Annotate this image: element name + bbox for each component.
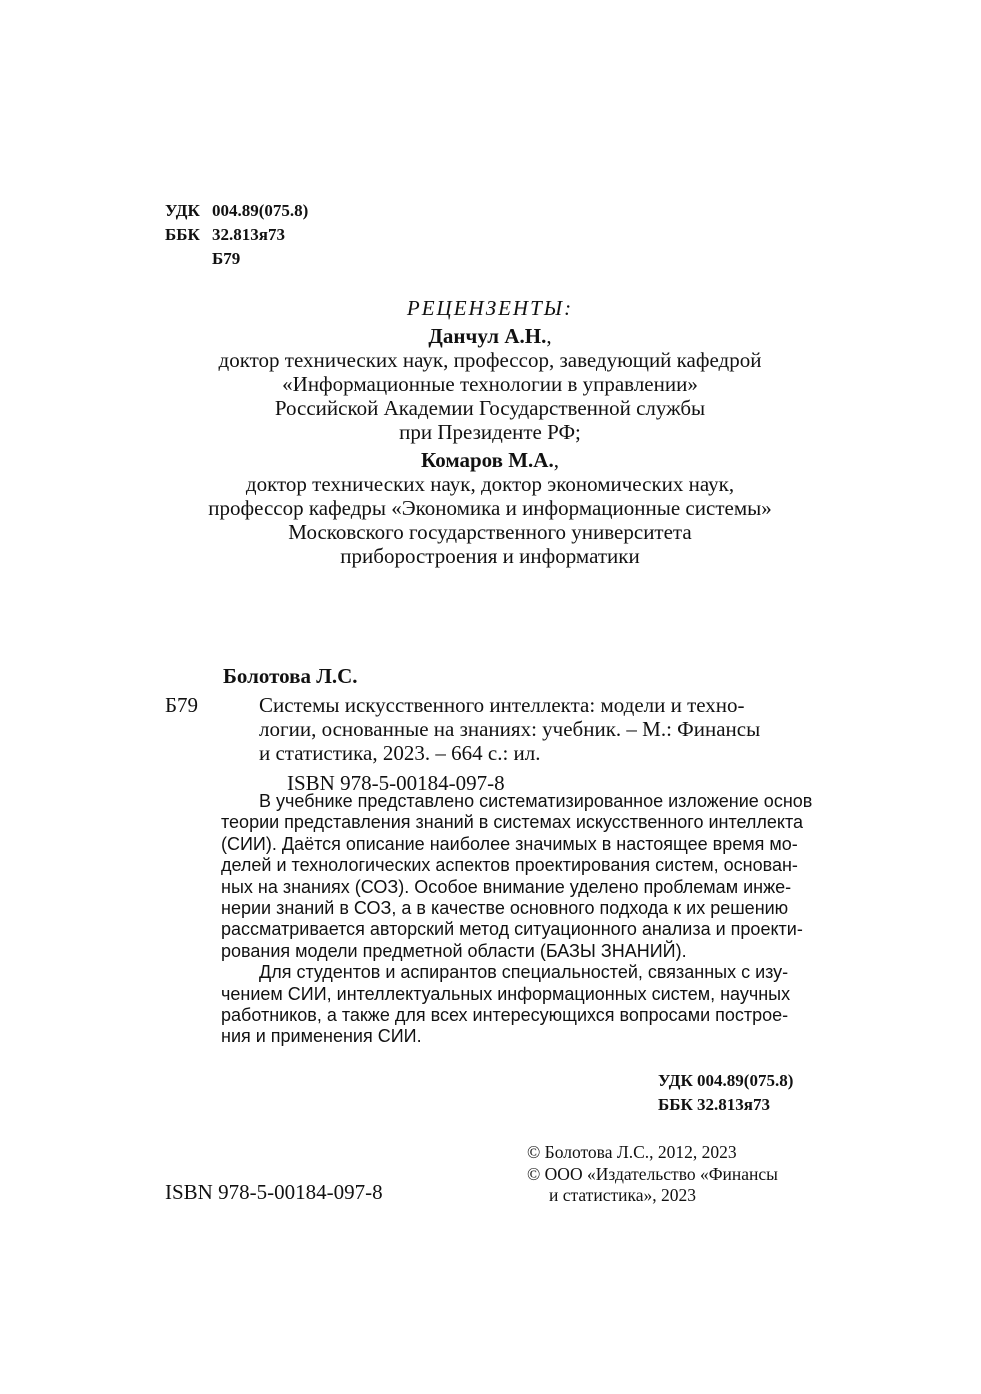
- annotation: [221, 791, 815, 1048]
- reviewer-1-line: при Президенте РФ;: [399, 420, 581, 444]
- copyright-line: и статистика», 2023: [549, 1185, 696, 1205]
- copyright-line: © Болотова Л.С., 2012, 2023: [527, 1142, 737, 1162]
- annotation-line: В учебнике представлено систематизированное изложение основ: [259, 791, 813, 811]
- reviewer-1-line: доктор технических наук, профессор, заведующий кафедрой: [218, 348, 762, 372]
- annotation-line: (СИИ). Даётся описание наиболее значимых в настоящее время мо-: [221, 833, 798, 854]
- annotation-line: работников, а также для всех интересующихся вопросами построе-: [221, 1005, 789, 1026]
- bottom-udk: УДК 004.89(075.8): [658, 1071, 794, 1090]
- annotation-line: ных на знаниях (СОЗ). Особое внимание уделено проблемам инже-: [221, 876, 792, 897]
- bbk-value: 32.813я73: [212, 225, 285, 244]
- reviewer-2-name: Комаров М.А.: [421, 448, 554, 472]
- copyright-block: [527, 1142, 778, 1207]
- reviewer-2-line: приборостроения и информатики: [340, 544, 640, 568]
- bottom-classification-codes: [658, 1069, 793, 1117]
- book-entry-line: логии, основанные на знаниях: учебник. – М.: Финансы: [259, 717, 761, 741]
- reviewers-section: [150, 296, 830, 568]
- book-entry-continued: [165, 717, 815, 765]
- reviewer-1-line: Российской Академии Государственной службы: [274, 396, 706, 420]
- annotation-line: рования модели предметной области (БАЗЫ ЗНАНИЙ).: [221, 940, 687, 961]
- reviewers-heading: РЕЦЕНЗЕНТЫ:: [406, 296, 574, 320]
- reviewer-2-line: доктор технических наук, доктор экономических наук,: [245, 472, 735, 496]
- top-classification-codes: [165, 199, 308, 271]
- udk-row: [165, 199, 308, 223]
- annotation-line: нерии знаний в СОЗ, а в качестве основного подхода к их решению: [221, 898, 789, 919]
- book-isbn: ISBN 978-5-00184-097-8: [287, 771, 505, 795]
- book-entry-line: и статистика, 2023. – 664 с.: ил.: [259, 741, 541, 765]
- bbk-row: [165, 223, 308, 247]
- bbk-label: ББК: [165, 225, 200, 244]
- annotation-line: рассматривается авторский метод ситуационного анализа и проекти-: [221, 919, 803, 940]
- book-entry-line: Системы искусственного интеллекта: модели и техно-: [259, 693, 745, 717]
- copyright-line: © ООО «Издательство «Финансы: [527, 1163, 778, 1184]
- reviewer-2-comma: ,: [553, 448, 559, 472]
- reviewer-1-name-row: [150, 324, 830, 348]
- udk-label: УДК: [165, 201, 200, 220]
- bottom-bbk: ББК 32.813я73: [658, 1095, 771, 1114]
- udk-value: 004.89(075.8): [212, 201, 309, 220]
- book-author-mark: Б79: [165, 693, 199, 717]
- annotation-line: теории представления знаний в системах искусственного интеллекта: [221, 812, 804, 833]
- reviewer-2-line: профессор кафедры «Экономика и информационные системы»: [208, 496, 772, 520]
- reviewer-2-name-row: [150, 448, 830, 472]
- bottom-isbn: ISBN 978-5-00184-097-8: [165, 1180, 383, 1204]
- reviewer-1-line: «Информационные технологии в управлении»: [282, 372, 698, 396]
- reviewer-1-name: Данчул А.Н.: [428, 324, 547, 348]
- book-entry: [165, 693, 815, 717]
- annotation-paragraph-2: [221, 962, 815, 1048]
- reviewer-1-comma: ,: [546, 324, 552, 348]
- annotation-line: ния и применения СИИ.: [221, 1026, 422, 1047]
- annotation-line: Для студентов и аспирантов специальностей, связанных с изу-: [259, 962, 789, 983]
- author-mark: Б79: [212, 249, 241, 268]
- annotation-paragraph-1: [221, 791, 815, 962]
- annotation-line: делей и технологических аспектов проектирования систем, основан-: [221, 855, 798, 876]
- bibliographic-record: [165, 664, 815, 799]
- annotation-line: чением СИИ, интеллектуальных информационных систем, научных: [221, 983, 791, 1004]
- reviewer-2-line: Московского государственного университета: [288, 520, 692, 544]
- book-author: Болотова Л.С.: [223, 664, 358, 688]
